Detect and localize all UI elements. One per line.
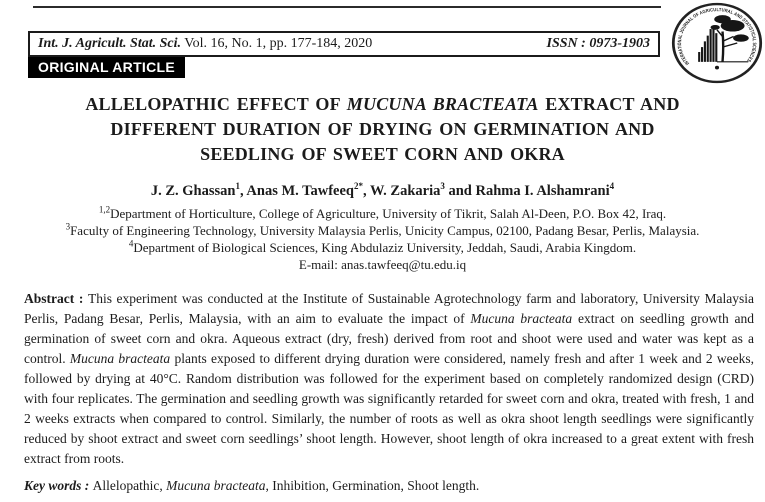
author-1: J. Z. Ghassan xyxy=(150,183,236,199)
seal-curved-text: INTERNATIONAL JOURNAL OF AGRICULTURAL AND STATISTICAL SCIENCES xyxy=(677,8,757,66)
title-species-italic: MUCUNA BRACTEATA xyxy=(346,94,539,114)
affiliation-2-mark: 3 xyxy=(65,221,71,232)
author-2-affil-mark: 2* xyxy=(353,181,363,192)
affiliation-3-mark: 4 xyxy=(128,238,134,249)
keywords-text: Allelopathic, xyxy=(92,478,167,493)
author-separator: and xyxy=(444,183,476,199)
author-4-affil-mark: 4 xyxy=(609,181,615,192)
abstract-text: extract on seedling growth and germination of sweet corn and okra. Aqueous extract (dry, fresh) derived from root and shoot were used and water was kept as a control. xyxy=(24,311,755,366)
abstract-species-italic: Mucuna bracteata xyxy=(69,351,171,366)
affiliation-2-text: Faculty of Engineering Technology, University Malaysia Perlis, Unicity Campus, 02100, Padang Besar, Perlis, Malaysia. xyxy=(70,223,700,238)
keywords-text: , Inhibition, Germination, Shoot length. xyxy=(265,478,480,493)
journal-name: Int. J. Agricult. Stat. Sci. xyxy=(38,36,182,51)
email-line: E-mail: anas.tawfeeq@tu.edu.iq xyxy=(298,257,467,272)
affiliation-1-text: Department of Horticulture, College of Agriculture, University of Tikrit, Salah Al-Deen, P.O. Box 42, Iraq. xyxy=(110,206,667,221)
title-line-3: SEEDLING OF SWEET CORN AND OKRA xyxy=(200,144,565,164)
title-text: ALLELOPATHIC EFFECT OF xyxy=(85,94,347,114)
keywords-line xyxy=(24,478,754,494)
author-3-affil-mark: 3 xyxy=(440,181,445,192)
original-article-badge: ORIGINAL ARTICLE xyxy=(28,57,185,78)
keywords-label: Key words : xyxy=(24,478,93,493)
author-2: Anas M. Tawfeeq xyxy=(246,183,354,199)
author-3: W. Zakaria xyxy=(369,183,441,199)
abstract-text: This experiment was conducted at the Institute of Sustainable Agrotechnology farm and laboratory, University Malaysia Perlis, Padang Besar, Perlis, Malaysia, with an aim to evaluate the impact of xyxy=(24,291,755,326)
article-title xyxy=(0,92,765,167)
title-line-1 xyxy=(0,92,765,117)
affiliations-block xyxy=(0,205,765,273)
affiliation-line-3 xyxy=(0,239,765,256)
author-separator: , xyxy=(239,183,247,199)
author-1-affil-mark: 1 xyxy=(235,181,240,192)
author-separator: , xyxy=(362,183,370,199)
affiliation-line-2 xyxy=(0,222,765,239)
affiliation-line-1 xyxy=(0,205,765,222)
abstract-text: plants exposed to different drying duration were considered, namely fresh and after 1 week and 2 weeks, followed by drying at 40°C. Random distribution was followed for the experiment based on completely randomized design (CRD) with four replicates. The germination and seedling growth was significantly retarded for sweet corn and okra, treated with fresh, 1 and 2 weeks extracts when compared to control. Similarly, the number of roots as well as okra shoot length seedlings were significantly reduced by shoot extract and sweet corn seedlings’ shoot length. However, shoot length of okra increased to a great extent with fresh extract from roots. xyxy=(24,351,754,466)
abstract-species-italic: Mucuna bracteata xyxy=(470,311,573,326)
title-line-2: DIFFERENT DURATION OF DRYING ON GERMINATION AND xyxy=(110,119,655,139)
author-4: Rahma I. Alshamrani xyxy=(475,183,610,199)
issn-label: ISSN : 0973-1903 xyxy=(546,36,650,51)
title-text: EXTRACT AND xyxy=(538,94,680,114)
authors-line xyxy=(0,183,765,200)
affiliation-1-mark: 1,2 xyxy=(98,204,111,215)
abstract-label: Abstract : xyxy=(24,291,88,306)
journal-issue-info: Vol. 16, No. 1, pp. 177-184, 2020 xyxy=(181,36,373,51)
abstract-paragraph xyxy=(24,289,754,469)
keywords-species-italic: Mucuna bracteata xyxy=(166,478,266,493)
affiliation-3-text: Department of Biological Sciences, King Abdulaziz University, Jeddah, Saudi, Arabia Kingdom. xyxy=(133,240,637,255)
